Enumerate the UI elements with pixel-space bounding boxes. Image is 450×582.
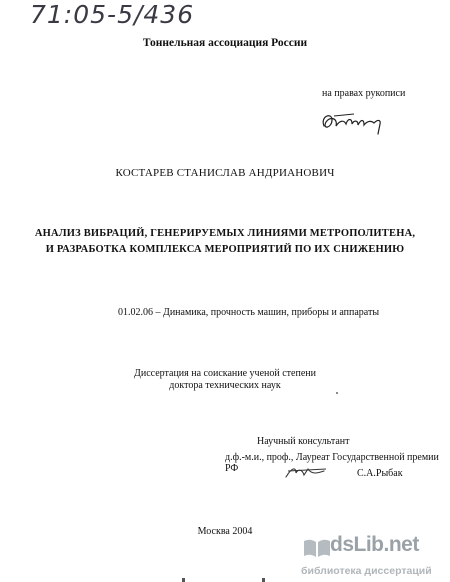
city-year: Москва 2004 — [197, 526, 253, 537]
watermark-brand: dsLib.net — [330, 533, 419, 556]
watermark-tagline: библиотека диссертаций — [301, 565, 432, 577]
open-book-icon — [302, 535, 332, 561]
edge-mark — [262, 578, 265, 582]
advisor-signature-icon — [284, 463, 344, 483]
archive-stamp — [30, 0, 194, 29]
dissertation-title — [20, 226, 430, 258]
archive-stamp-text: 71:05-5/436 — [30, 0, 195, 29]
manuscript-rights-label: на правах рукописи — [322, 88, 406, 99]
advisor-name: С.А.Рыбак — [357, 468, 403, 479]
specialty-code: 01.02.06 – Динамика, прочность машин, приборы и аппараты — [118, 307, 380, 318]
advisor-title: Научный консультант — [257, 436, 350, 447]
degree-line-2: доктора технических наук — [169, 380, 281, 391]
degree-statement — [0, 368, 450, 392]
dslib-watermark — [300, 533, 450, 582]
handwritten-signature-icon — [318, 108, 388, 138]
degree-line-1: Диссертация на соискание ученой степени — [134, 368, 316, 379]
edge-mark — [182, 578, 185, 582]
author-signature — [318, 108, 388, 143]
author-name: КОСТАРЕВ СТАНИСЛАВ АНДРИАНОВИЧ — [115, 167, 335, 179]
advisor-signature — [284, 463, 344, 488]
dissertation-title-line-1: АНАЛИЗ ВИБРАЦИЙ, ГЕНЕРИРУЕМЫХ ЛИНИЯМИ МЕТРОПОЛИТЕНА, — [34, 228, 416, 239]
organization-header: Тоннельная ассоциация России — [142, 37, 308, 49]
speck-mark — [336, 392, 338, 394]
dissertation-title-line-2: И РАЗРАБОТКА КОМПЛЕКСА МЕРОПРИЯТИЙ ПО ИХ СНИЖЕНИЮ — [45, 244, 405, 255]
advisor-credentials: д.ф.-м.и., проф., Лауреат Государственной премии РФ — [225, 452, 439, 474]
